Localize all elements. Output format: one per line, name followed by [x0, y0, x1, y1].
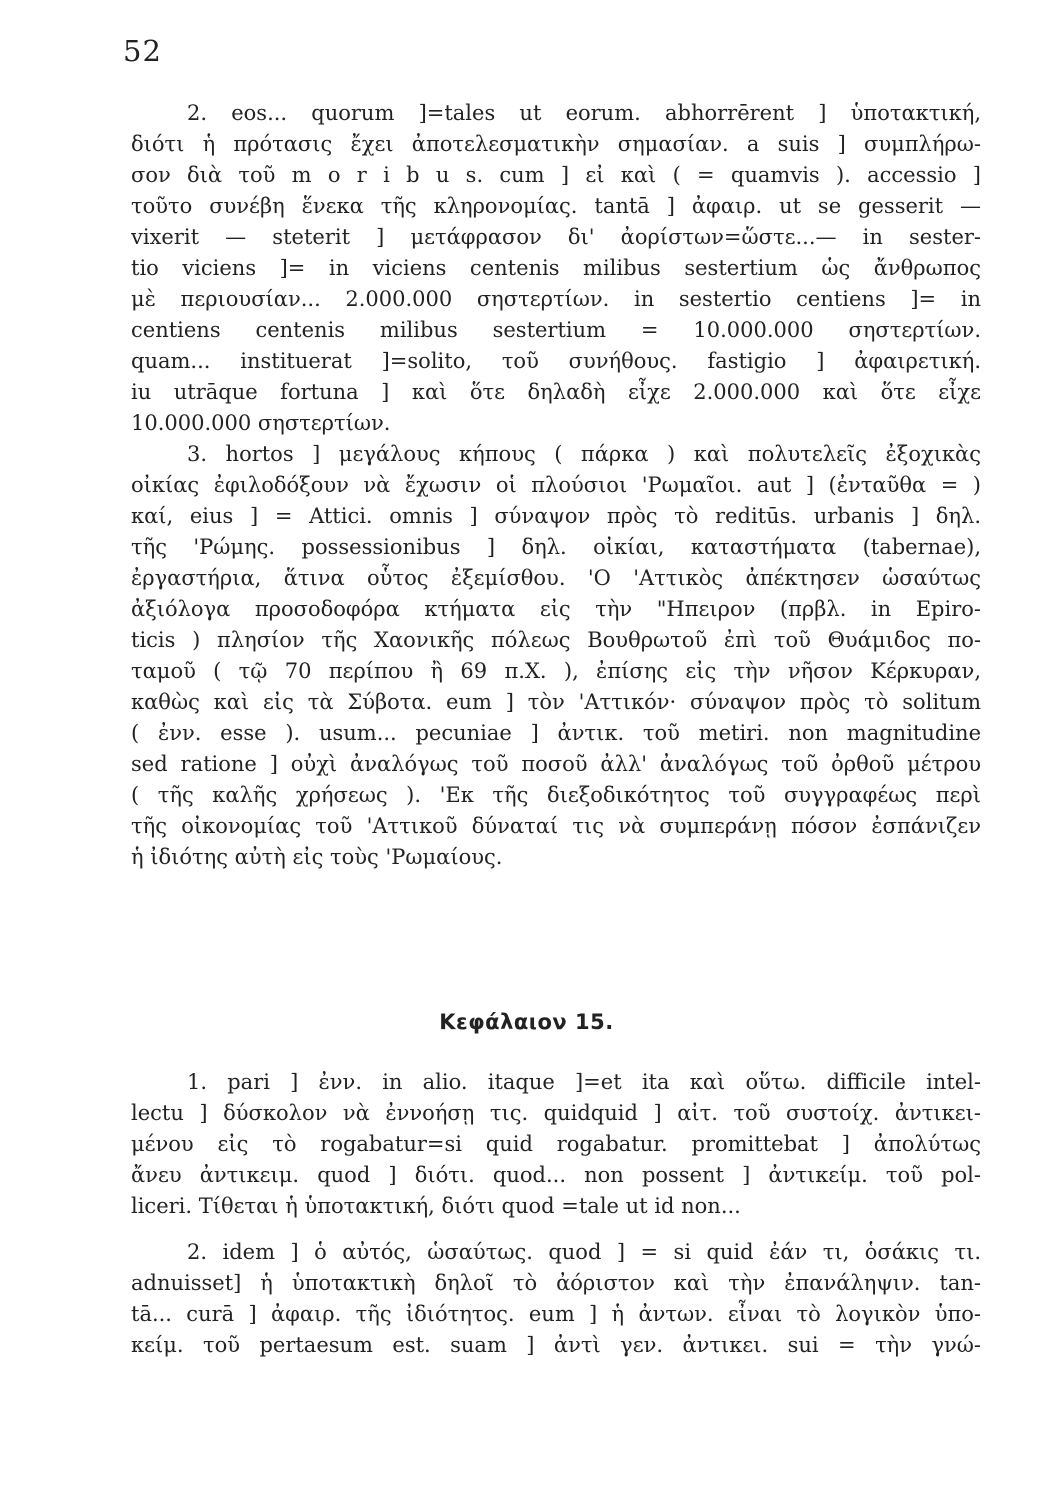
text-line: tio viciens ]= in viciens centenis milibus sestertium ὡς ἄνθρωπος: [131, 256, 981, 280]
text-line: σον διὰ τοῦ m o r i b u s. cum ] εἰ καὶ ( = quamvis ). accessio ]: [131, 163, 981, 187]
text-line: τοῦτο συνέβη ἕνεκα τῆς κληρονομίας. tantā ] ἀφαιρ. ut se gesserit —: [131, 194, 981, 218]
text-line: ἡ ἰδιότης αὐτὴ εἰς τοὺς 'Ρωμαίους.: [131, 845, 503, 869]
text-line: ταμοῦ ( τῷ 70 περίπου ἢ 69 π.Χ. ), ἐπίσης εἰς τὴν νῆσον Κέρκυραν,: [131, 659, 981, 683]
text-line: vixerit — steterit ] μετάφρασον δι' ἀορίστων=ὥστε...— in sester-: [131, 225, 981, 249]
text-line: μὲ περιουσίαν... 2.000.000 σηστερτίων. in sestertio centiens ]= in: [131, 287, 981, 311]
text-line: 10.000.000 σηστερτίων.: [131, 411, 391, 435]
text-line: lectu ] δύσκολον νὰ ἐννοήσῃ τις. quidquid ] αἰτ. τοῦ συστοίχ. ἀντικει-: [131, 1101, 981, 1125]
text-line: μένου εἰς τὸ rogabatur=si quid rogabatur. promittebat ] ἀπολύτως: [131, 1132, 981, 1156]
text-line: centiens centenis milibus sestertium = 10.000.000 σηστερτίων.: [131, 318, 981, 342]
text-line: 1. pari ] ἐνν. in alio. itaque ]=et ita καὶ οὕτω. difficile intel-: [187, 1070, 981, 1094]
text-line: ἀξιόλογα προσοδοφόρα κτήματα εἰς τὴν "Ηπειρον (πρβλ. in Epiro-: [131, 597, 981, 621]
text-line: διότι ἡ πρότασις ἔχει ἀποτελεσματικὴν σημασίαν. a suis ] συμπλήρω-: [131, 132, 981, 156]
text-line: οἰκίας ἐφιλοδόξουν νὰ ἔχωσιν οἱ πλούσιοι 'Ρωμαῖοι. aut ] (ἐνταῦθα = ): [131, 473, 981, 497]
text-line: ( τῆς καλῆς χρήσεως ). 'Εκ τῆς διεξοδικότητος τοῦ συγγραφέως περὶ: [131, 783, 981, 807]
text-line: sed ratione ] οὐχὶ ἀναλόγως τοῦ ποσοῦ ἀλλ' ἀναλόγως τοῦ ὀρθοῦ μέτρου: [131, 752, 981, 776]
text-line: τῆς 'Ρώμης. possessionibus ] δηλ. οἰκίαι, καταστήματα (tabernae),: [131, 535, 981, 559]
text-line: καθὼς καὶ εἰς τὰ Σύβοτα. eum ] τὸν 'Αττικόν· σύναψον πρὸς τὸ solitum: [131, 690, 981, 714]
text-line: ticis ) πλησίον τῆς Χαονικῆς πόλεως Βουθρωτοῦ ἐπὶ τοῦ Θυάμιδος πο-: [131, 628, 981, 652]
text-line: τῆς οἰκονομίας τοῦ 'Αττικοῦ δύναταί τις νὰ συμπεράνῃ πόσον ἐσπάνιζεν: [131, 814, 981, 838]
page-number: 52: [123, 34, 162, 68]
text-line: καί, eius ] = Attici. omnis ] σύναψον πρὸς τὸ reditūs. urbanis ] δηλ.: [131, 504, 981, 528]
text-line: κείμ. τοῦ pertaesum est. suam ] ἀντὶ γεν. ἀντικει. sui = τὴν γνώ-: [131, 1333, 981, 1357]
text-line: ἐργαστήρια, ἅτινα οὗτος ἐξεμίσθου. 'Ο 'Αττικὸς ἀπέκτησεν ὡσαύτως: [131, 566, 981, 590]
text-line: quam... instituerat ]=solito, τοῦ συνήθους. fastigio ] ἀφαιρετική.: [131, 349, 981, 373]
chapter-heading: Κεφάλαιον 15.: [439, 1010, 614, 1034]
text-line: 2. eos... quorum ]=tales ut eorum. abhorrērent ] ὑποτακτική,: [187, 101, 981, 125]
text-line: ( ἐνν. esse ). usum... pecuniae ] ἀντικ. τοῦ metiri. non magnitudine: [131, 721, 981, 745]
text-line: tā... curā ] ἀφαιρ. τῆς ἰδιότητος. eum ] ἡ ἀντων. εἶναι τὸ λογικὸν ὑπο-: [131, 1302, 981, 1326]
text-line: ἄνευ ἀντικειμ. quod ] διότι. quod... non possent ] ἀντικείμ. τοῦ pol-: [131, 1163, 981, 1187]
text-line: adnuisset] ἡ ὑποτακτικὴ δηλοῖ τὸ ἀόριστον καὶ τὴν ἐπανάληψιν. tan-: [131, 1271, 981, 1295]
text-line: 2. idem ] ὁ αὐτός, ὡσαύτως. quod ] = si quid ἐάν τι, ὁσάκις τι.: [187, 1240, 981, 1264]
text-line: 3. hortos ] μεγάλους κήπους ( πάρκα ) καὶ πολυτελεῖς ἐξοχικὰς: [187, 442, 981, 466]
text-line: liceri. Τίθεται ἡ ὑποτακτική, διότι quod =tale ut id non...: [131, 1194, 741, 1218]
text-line: iu utrāque fortuna ] καὶ ὅτε δηλαδὴ εἶχε 2.000.000 καὶ ὅτε εἶχε: [131, 380, 981, 404]
